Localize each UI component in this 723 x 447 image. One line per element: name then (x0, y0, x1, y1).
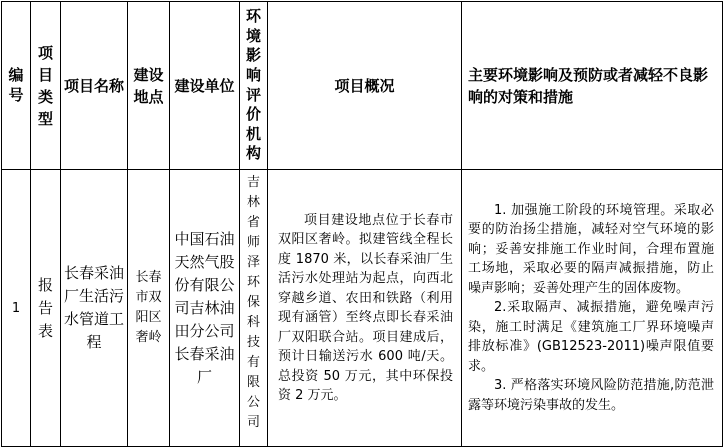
cell-overview (268, 170, 462, 447)
measure-item: 1. 加强施工阶段的环境管理。采取必要的防治扬尘措施，减轻对空气环境的影响；妥善安排施工作业时间，合理布置施工场地，采取必要的隔声减振措施，防止噪声影响；妥善处理产生的固体废物。 (468, 202, 714, 296)
cell-measures (462, 170, 723, 447)
cell-unit: 中国石油天然气股份有限公司吉林油田分公司长春采油厂 (170, 170, 240, 447)
measure-item: 3. 严格落实环境风险防范措施,防范泄露等环境污染事故的发生。 (468, 378, 714, 413)
table-row (2, 170, 723, 447)
header-name: 项目名称 (61, 2, 128, 170)
header-location: 建设地点 (128, 2, 170, 170)
measure-item: 2.采取隔声、减振措施，避免噪声污染，施工时满足《建筑施工厂界环境噪声排放标准》(GB12523-2011)噪声限值要求。 (468, 300, 714, 374)
header-eia-org: 环境影响评价机构 (240, 2, 268, 170)
cell-eia-org: 吉林省师泽环保科技有限公司 (240, 170, 268, 447)
eia-project-table (1, 1, 723, 447)
cell-name: 长春采油厂生活污水管道工程 (61, 170, 128, 447)
overview-text: 项目建设地点位于长春市双阳区奢岭。拟建管线全程长度 1870 米，以长春采油厂生活污水处理站为起点，向西北穿越乡道、农田和铁路（利用现有涵管）至终点即长春采油厂双阳联合站。项目建成后，预计日输送污水 600 吨/天。总投资 50 万元，其中环保投资 2 万元。 (278, 212, 453, 403)
cell-location: 长春市双阳区奢岭 (128, 170, 170, 447)
header-type: 项目类型 (31, 2, 61, 170)
header-overview: 项目概况 (268, 2, 462, 170)
header-unit: 建设单位 (170, 2, 240, 170)
header-no: 编号 (2, 2, 31, 170)
header-measures: 主要环境影响及预防或者减轻不良影响的对策和措施 (462, 2, 723, 170)
cell-type: 报告表 (31, 170, 61, 447)
cell-no: 1 (2, 170, 31, 447)
table-header-row (2, 2, 723, 170)
